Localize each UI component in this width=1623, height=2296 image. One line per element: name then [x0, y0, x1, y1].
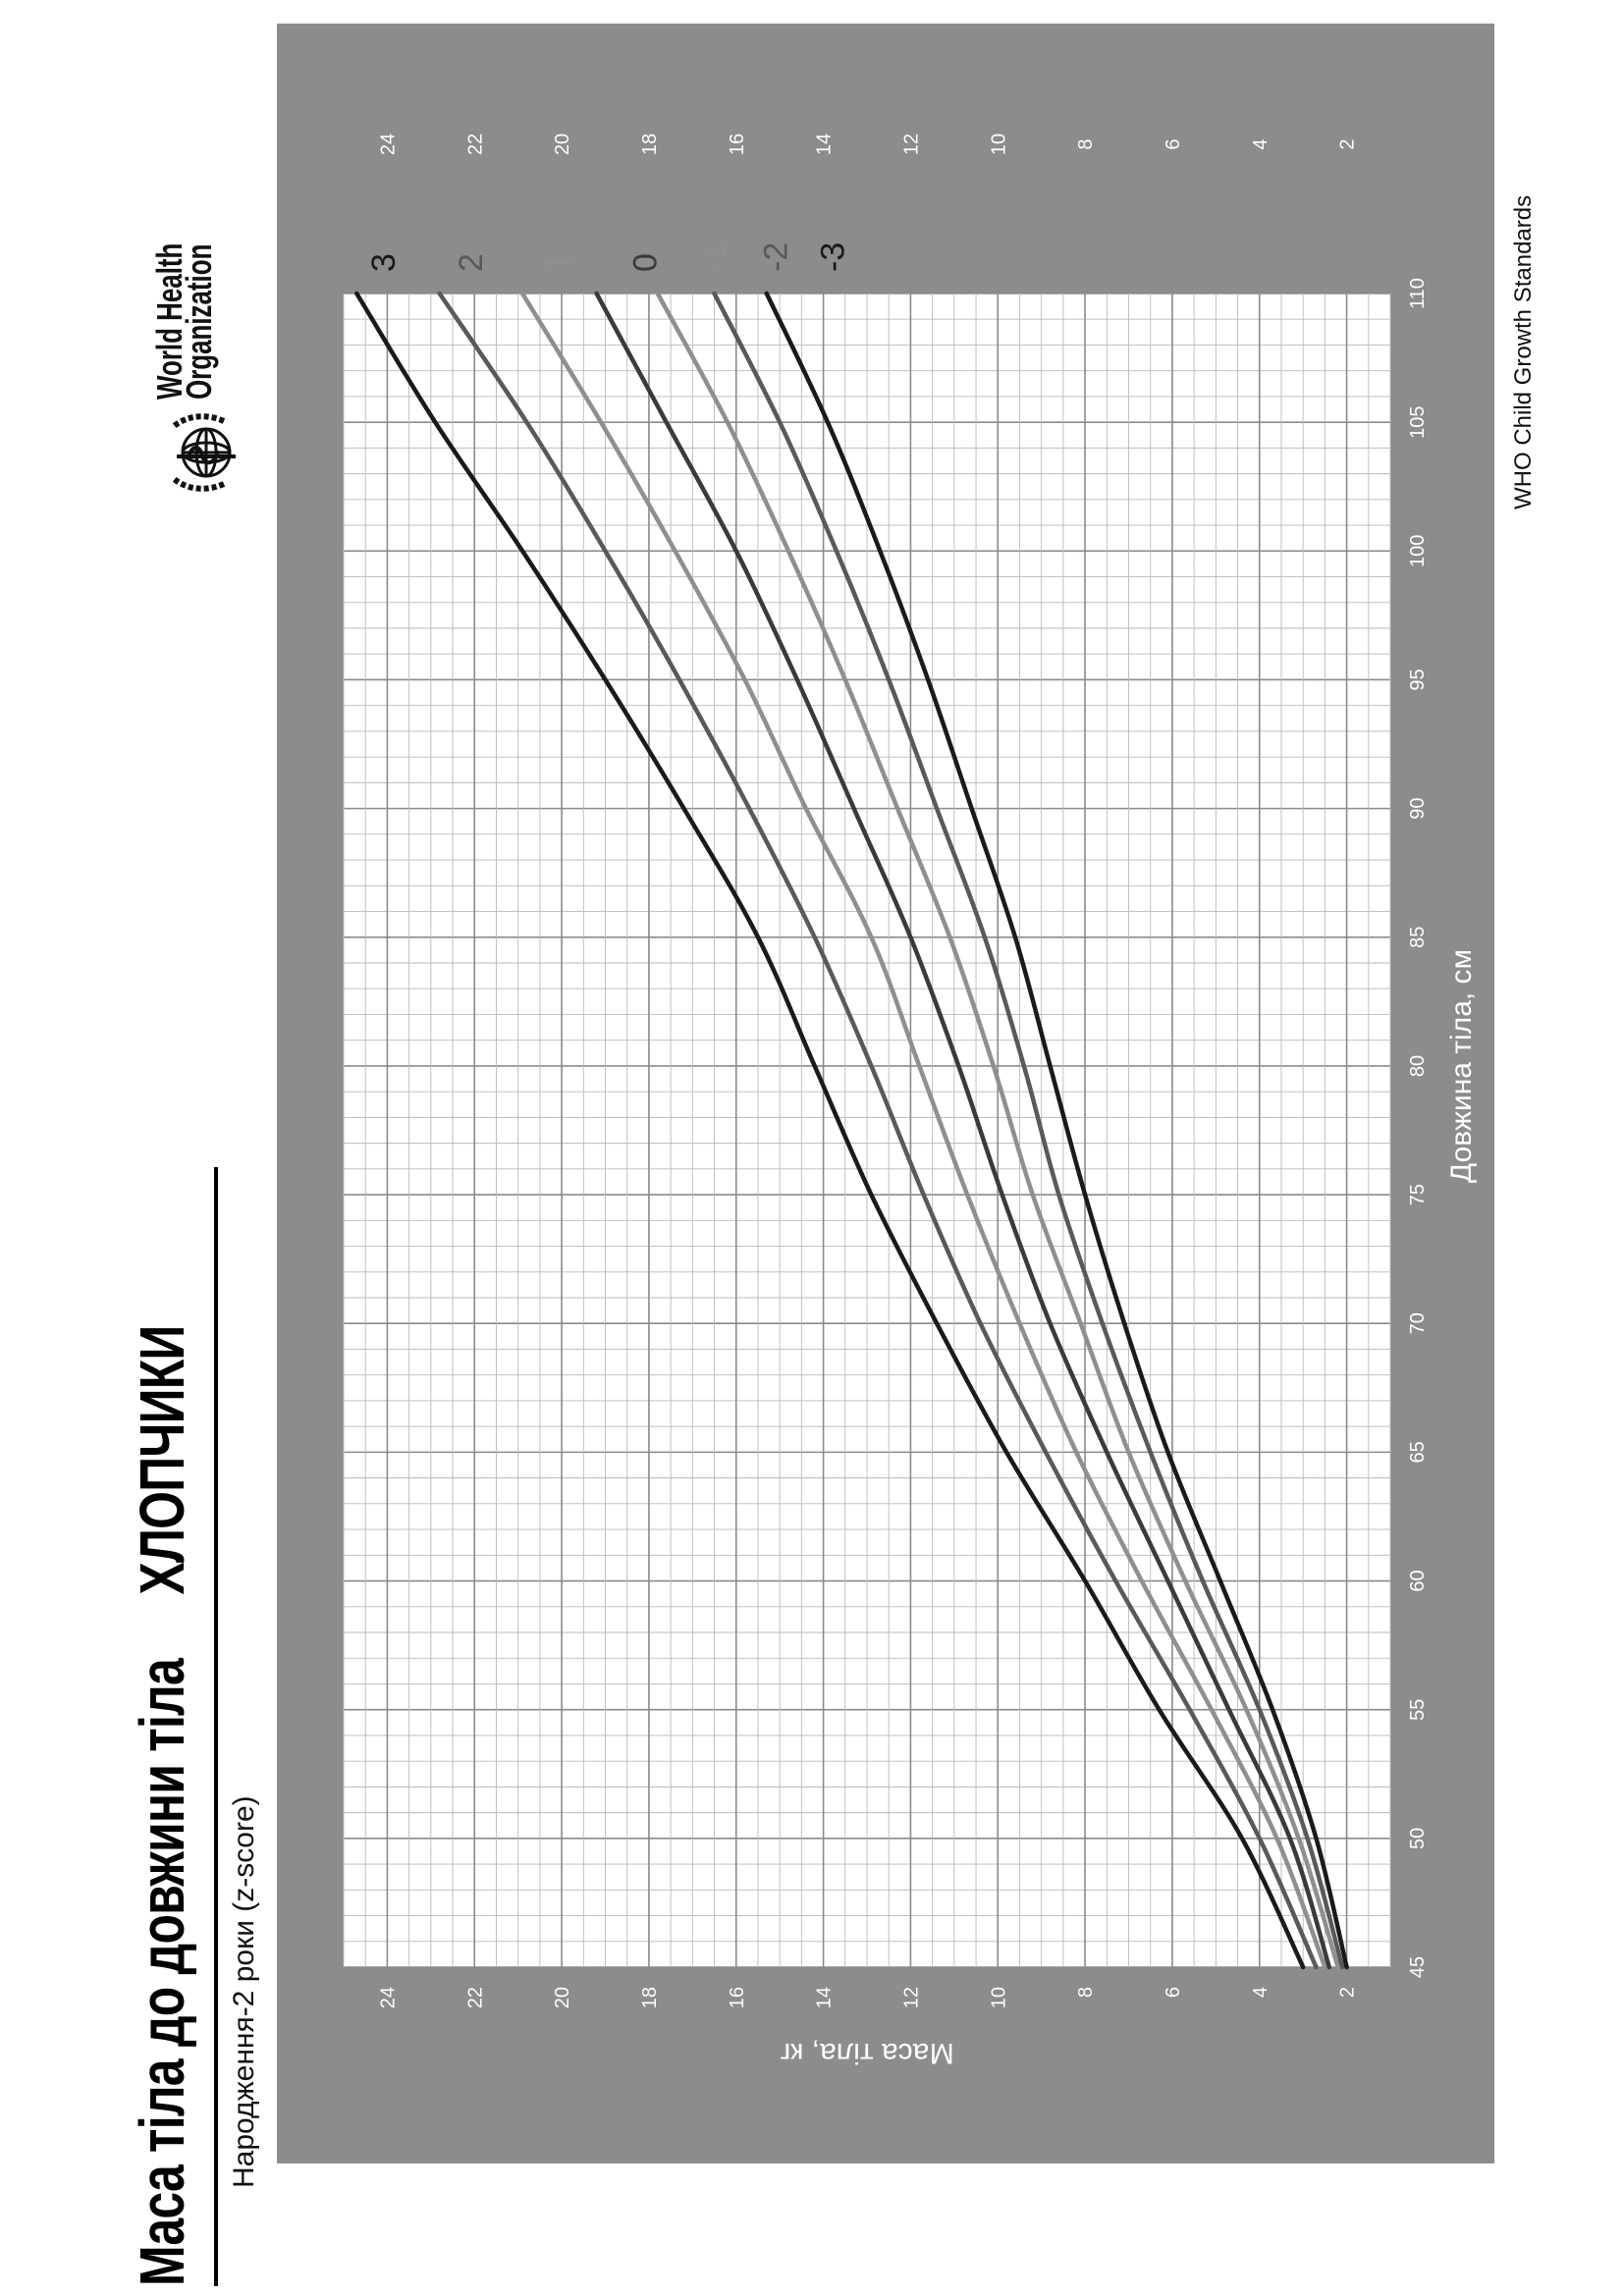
y-tick-label-left: 14 — [813, 1987, 836, 2009]
curve-label: -1 — [696, 241, 734, 272]
curve-labels — [365, 242, 851, 272]
curve-label: -2 — [757, 241, 795, 272]
x-tick-label: 70 — [1407, 1312, 1429, 1335]
x-tick-label: 60 — [1407, 1570, 1429, 1592]
x-tick-label: 100 — [1407, 534, 1429, 567]
y-tick-label-right: 18 — [638, 133, 661, 156]
y-tick-label-right: 4 — [1249, 138, 1271, 150]
y-tick-label-right: 20 — [552, 133, 574, 156]
y-axis-label: Маса тіла, кг — [780, 2037, 954, 2069]
y-tick-label-left: 16 — [726, 1987, 748, 2009]
y-tick-label-right: 6 — [1162, 138, 1184, 150]
y-tick-label-left: 10 — [988, 1987, 1010, 2009]
footer-note: WHO Child Growth Standards — [1510, 194, 1537, 509]
x-tick-label: 95 — [1407, 668, 1429, 691]
x-tick-labels — [1407, 278, 1429, 1978]
curve-label: 2 — [452, 253, 490, 272]
x-tick-label: 45 — [1407, 1955, 1429, 1979]
who-logo-line2: Organization — [179, 243, 219, 400]
x-tick-label: 90 — [1407, 797, 1429, 820]
y-tick-label-left: 8 — [1075, 1987, 1098, 1999]
curve-label: 0 — [626, 253, 665, 272]
x-tick-label: 110 — [1407, 278, 1429, 309]
y-tick-label-left: 12 — [900, 1987, 923, 2009]
x-tick-label: 80 — [1407, 1054, 1429, 1078]
y-tick-label-right: 10 — [988, 133, 1010, 156]
x-tick-label: 105 — [1407, 405, 1429, 439]
y-tick-label-left: 20 — [552, 1987, 574, 2009]
x-tick-label: 55 — [1407, 1698, 1429, 1721]
y-tick-label-right: 24 — [377, 133, 400, 156]
page-subtitle: Народження-2 роки (z-score) — [228, 1795, 260, 2188]
y-tick-label-right: 14 — [813, 133, 836, 156]
x-axis-label: Довжина тіла, см — [1445, 948, 1478, 1184]
y-tick-label-left: 6 — [1162, 1987, 1184, 1999]
who-logo-line1: World Health — [149, 242, 189, 400]
x-tick-label: 65 — [1407, 1441, 1429, 1464]
x-tick-label: 75 — [1407, 1183, 1429, 1206]
curve-label: 1 — [539, 253, 577, 272]
y-tick-label-left: 2 — [1336, 1987, 1359, 1999]
x-tick-label: 50 — [1407, 1827, 1429, 1849]
y-tick-label-right: 2 — [1336, 138, 1359, 150]
y-tick-label-left: 22 — [464, 1987, 487, 2009]
y-tick-label-left: 18 — [638, 1987, 661, 2009]
page-title: Маса тіла до довжини тіла ХЛОПЧИКИ — [127, 1325, 197, 2286]
curve-label: 3 — [364, 253, 403, 272]
y-tick-label-right: 22 — [464, 133, 487, 156]
curve-label: -3 — [814, 241, 852, 272]
y-tick-label-left: 4 — [1249, 1987, 1271, 1999]
y-tick-label-left: 24 — [377, 1987, 400, 2009]
y-tick-label-right: 12 — [900, 133, 923, 156]
x-tick-label: 85 — [1407, 926, 1429, 948]
y-tick-label-right: 8 — [1075, 138, 1098, 150]
y-tick-label-right: 16 — [726, 133, 748, 156]
